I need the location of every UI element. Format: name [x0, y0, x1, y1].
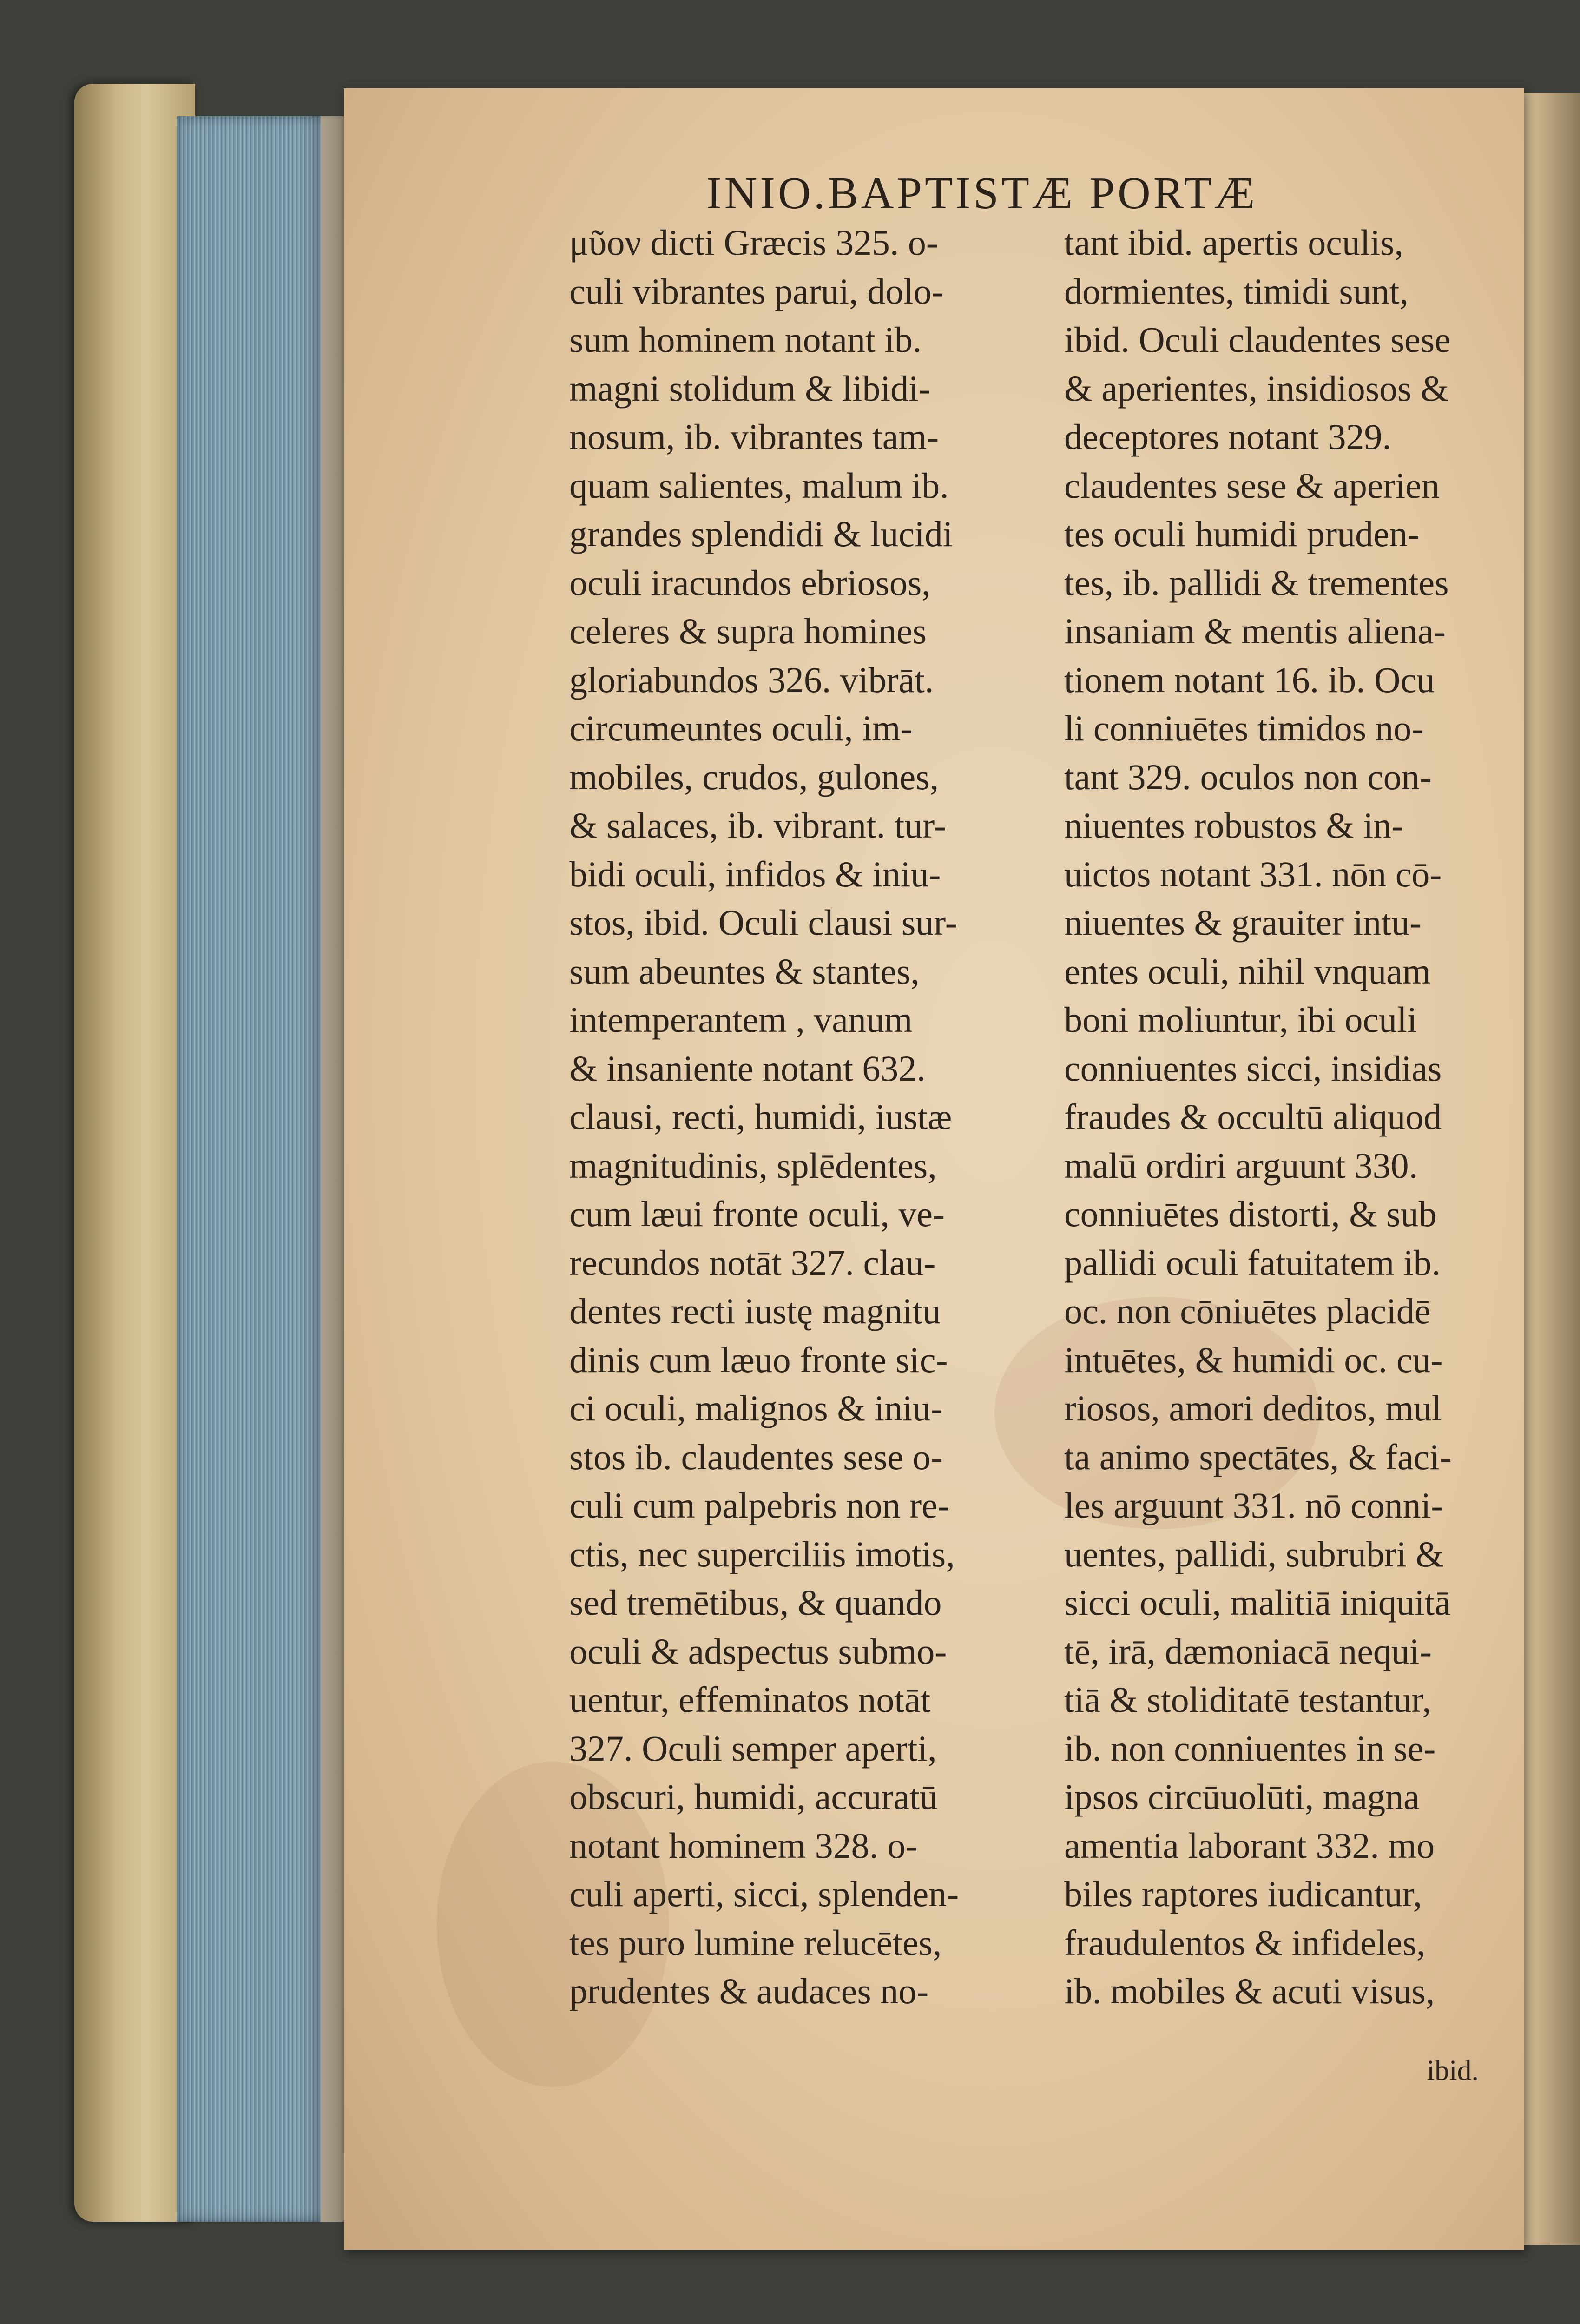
text-line: malū ordiri arguunt 330.: [1064, 1145, 1418, 1186]
text-line: magni stolidum & libidi-: [569, 368, 931, 409]
text-line: tē, irā, dæmoniacā nequi-: [1064, 1631, 1432, 1671]
text-line: insaniam & mentis aliena-: [1064, 611, 1446, 651]
text-line: oc. non cōniuētes placidē: [1064, 1291, 1431, 1331]
text-line: sed tremētibus, & quando: [569, 1582, 942, 1623]
left-column: [569, 218, 1022, 2016]
text-line: & salaces, ib. vibrant. tur-: [569, 805, 946, 845]
text-line: tes, ib. pallidi & trementes: [1064, 562, 1449, 603]
gutter-shadow: [302, 116, 349, 2222]
text-line: nosum, ib. vibrantes tam-: [569, 416, 939, 457]
text-line: uictos notant 331. nōn cō-: [1064, 853, 1442, 894]
text-line: boni moliuntur, ibi oculi: [1064, 999, 1417, 1040]
text-line: niuentes & grauiter intu-: [1064, 902, 1422, 943]
text-line: oculi & adspectus submo-: [569, 1631, 947, 1671]
text-line: tionem notant 16. ib. Ocu: [1064, 659, 1435, 700]
text-line: notant hominem 328. o-: [569, 1825, 918, 1866]
text-line: clausi, recti, humidi, iustæ: [569, 1096, 952, 1137]
text-line: quam salientes, malum ib.: [569, 465, 949, 506]
text-line: fraudulentos & infideles,: [1064, 1922, 1426, 1963]
text-line: stos, ibid. Oculi clausi sur-: [569, 902, 957, 943]
text-line: tiā & stoliditatē testantur,: [1064, 1679, 1431, 1720]
text-line: les arguunt 331. nō conni-: [1064, 1485, 1443, 1525]
text-line: ib. mobiles & acuti visus,: [1064, 1971, 1435, 2011]
text-line: μῦον dicti Græcis 325. o-: [569, 222, 938, 263]
text-line: entes oculi, nihil vnquam: [1064, 951, 1431, 991]
catchword: ibid.: [1427, 2055, 1479, 2086]
text-line: niuentes robustos & in-: [1064, 805, 1404, 845]
text-line: intemperantem , vanum: [569, 999, 913, 1040]
text-line: sicci oculi, malitiā iniquitā: [1064, 1582, 1451, 1623]
text-line: cum læui fronte oculi, ve-: [569, 1194, 945, 1234]
text-line: biles raptores iudicantur,: [1064, 1874, 1422, 1914]
text-line: sum abeuntes & stantes,: [569, 951, 920, 991]
text-line: mobiles, crudos, gulones,: [569, 756, 939, 797]
text-line: tes oculi humidi pruden-: [1064, 514, 1420, 554]
text-line: & aperientes, insidiosos &: [1064, 368, 1449, 409]
text-line: magnitudinis, splēdentes,: [569, 1145, 937, 1186]
text-line: deceptores notant 329.: [1064, 416, 1391, 457]
text-line: dinis cum læuo fronte sic-: [569, 1339, 948, 1380]
text-line: conniuentes sicci, insidias: [1064, 1048, 1442, 1089]
text-line: pallidi oculi fatuitatem ib.: [1064, 1242, 1441, 1283]
text-line: gloriabundos 326. vibrāt.: [569, 659, 934, 700]
text-line: culi cum palpebris non re-: [569, 1485, 950, 1525]
text-line: sum hominem notant ib.: [569, 319, 922, 360]
text-line: tant 329. oculos non con-: [1064, 756, 1432, 797]
text-line: claudentes sese & aperien: [1064, 465, 1440, 506]
text-line: dormientes, timidi sunt,: [1064, 271, 1409, 311]
text-line: celeres & supra homines: [569, 611, 927, 651]
text-line: oculi iracundos ebriosos,: [569, 562, 931, 603]
text-line: amentia laborant 332. mo: [1064, 1825, 1435, 1866]
running-head: INIO.BAPTISTÆ PORTÆ: [706, 168, 1258, 218]
text-line: ibid. Oculi claudentes sese: [1064, 319, 1451, 360]
text-line: ipsos circūuolūti, magna: [1064, 1776, 1420, 1817]
text-line: intuētes, & humidi oc. cu-: [1064, 1339, 1443, 1380]
text-line: & insaniente notant 632.: [569, 1048, 926, 1089]
text-line: riosos, amori deditos, mul: [1064, 1388, 1442, 1428]
text-line: dentes recti iustę magnitu: [569, 1291, 941, 1331]
text-line: bidi oculi, infidos & iniu-: [569, 853, 941, 894]
right-column: [1064, 218, 1522, 2016]
text-line: ci oculi, malignos & iniu-: [569, 1388, 943, 1428]
text-line: obscuri, humidi, accuratū: [569, 1776, 938, 1817]
text-line: uentur, effeminatos notāt: [569, 1679, 931, 1720]
text-line: culi vibrantes parui, dolo-: [569, 271, 944, 311]
text-line: recundos notāt 327. clau-: [569, 1242, 936, 1283]
text-line: prudentes & audaces no-: [569, 1971, 929, 2011]
text-line: tes puro lumine relucētes,: [569, 1922, 942, 1963]
text-line: ib. non conniuentes in se-: [1064, 1728, 1436, 1769]
text-line: tant ibid. apertis oculis,: [1064, 222, 1404, 263]
text-line: uentes, pallidi, subrubri &: [1064, 1533, 1444, 1574]
text-line: culi aperti, sicci, splenden-: [569, 1874, 959, 1914]
text-line: stos ib. claudentes sese o-: [569, 1436, 943, 1477]
text-line: li conniuētes timidos no-: [1064, 708, 1424, 748]
text-line: conniuētes distorti, & sub: [1064, 1194, 1437, 1234]
text-line: ctis, nec superciliis imotis,: [569, 1533, 955, 1574]
text-line: grandes splendidi & lucidi: [569, 514, 953, 554]
text-line: circumeuntes oculi, im-: [569, 708, 913, 748]
text-line: fraudes & occultū aliquod: [1064, 1096, 1442, 1137]
text-line: 327. Oculi semper aperti,: [569, 1728, 937, 1769]
text-line: ta animo spectātes, & faci-: [1064, 1436, 1452, 1477]
